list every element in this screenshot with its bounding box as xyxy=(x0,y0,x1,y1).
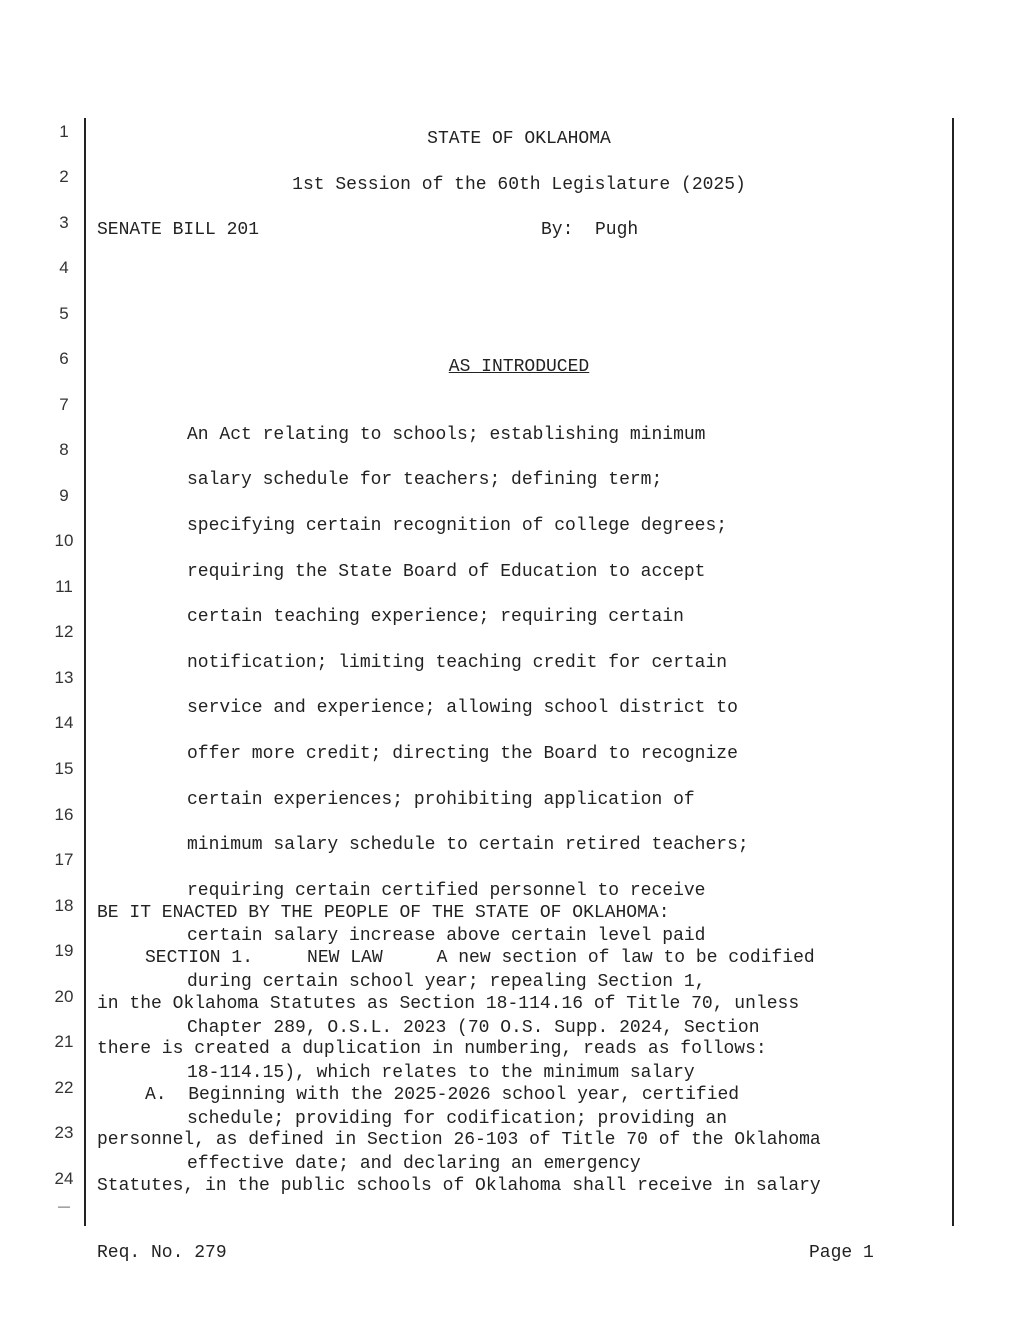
line-number: 22 xyxy=(54,1078,74,1097)
status-heading xyxy=(86,357,952,377)
body-line: there is created a duplication in numbering, reads as follows: xyxy=(97,1039,767,1059)
line-number: 12 xyxy=(54,622,74,641)
line-number: 10 xyxy=(54,531,74,550)
line-number-fragment: — xyxy=(58,1199,70,1213)
abstract-line: requiring certain certified personnel to receive xyxy=(187,880,706,901)
session-heading: 1st Session of the 60th Legislature (2025) xyxy=(292,175,746,195)
abstract-line: minimum salary schedule to certain retired teachers; xyxy=(187,835,749,856)
abstract-line: service and experience; allowing school district to xyxy=(187,698,738,719)
line-number: 24 xyxy=(54,1169,74,1188)
status-label: AS INTRODUCED xyxy=(448,357,590,377)
page-number: Page 1 xyxy=(809,1243,874,1263)
abstract-line: 18-114.15), which relates to the minimum salary xyxy=(187,1063,695,1084)
line-number: 23 xyxy=(54,1123,74,1142)
enacting-clause: BE IT ENACTED BY THE PEOPLE OF THE STATE OF OKLAHOMA: xyxy=(97,903,670,923)
line-number: 15 xyxy=(54,759,74,778)
abstract-line: specifying certain recognition of college degrees; xyxy=(187,515,728,536)
abstract-line: certain salary increase above certain level paid xyxy=(187,926,706,947)
abstract-line: salary schedule for teachers; defining term; xyxy=(187,470,663,491)
line-number: 16 xyxy=(54,805,74,824)
line-number: 1 xyxy=(59,122,69,141)
line-number: 13 xyxy=(54,668,74,687)
right-margin-rule xyxy=(952,118,954,1226)
body-line: personnel, as defined in Section 26-103 of Title 70 of the Oklahoma xyxy=(97,1130,821,1150)
abstract-line: An Act relating to schools; establishing minimum xyxy=(187,424,706,445)
abstract-line: notification; limiting teaching credit for certain xyxy=(187,652,728,673)
line-number: 17 xyxy=(54,850,74,869)
request-number: Req. No. 279 xyxy=(97,1243,227,1263)
line-number: 14 xyxy=(54,713,74,732)
body-line: A. Beginning with the 2025-2026 school year, certified xyxy=(145,1085,740,1105)
line-number: 21 xyxy=(54,1032,74,1051)
line-number: 6 xyxy=(59,349,69,368)
body-line: in the Oklahoma Statutes as Section 18-114.16 of Title 70, unless xyxy=(97,994,800,1014)
line-number: 2 xyxy=(59,167,69,186)
line-number: 5 xyxy=(59,304,69,323)
abstract-line: certain teaching experience; requiring certain xyxy=(187,607,684,628)
left-margin-rule xyxy=(84,118,86,1226)
abstract-line: requiring the State Board of Education to accept xyxy=(187,561,706,582)
line-number: 3 xyxy=(59,213,69,232)
state-heading: STATE OF OKLAHOMA xyxy=(427,129,611,149)
abstract-line: effective date; and declaring an emergency xyxy=(187,1154,641,1175)
abstract-line: during certain school year; repealing Section 1, xyxy=(187,971,706,992)
line-number: 11 xyxy=(55,577,73,596)
abstract-line: Chapter 289, O.S.L. 2023 (70 O.S. Supp. 2024, Section xyxy=(187,1017,760,1038)
abstract-line: certain experiences; prohibiting application of xyxy=(187,789,695,810)
line-number: 20 xyxy=(54,987,74,1006)
line-number: 7 xyxy=(59,395,69,414)
line-number: 4 xyxy=(59,258,69,277)
abstract-line: offer more credit; directing the Board to recognize xyxy=(187,743,738,764)
line-number: 19 xyxy=(54,941,74,960)
act-abstract xyxy=(187,401,867,1199)
body-line: Statutes, in the public schools of Oklahoma shall receive in salary xyxy=(97,1176,821,1196)
section-heading-line: SECTION 1. NEW LAW A new section of law to be codified xyxy=(145,948,815,968)
abstract-line: schedule; providing for codification; providing an xyxy=(187,1108,728,1129)
line-number: 18 xyxy=(54,896,74,915)
line-number: 8 xyxy=(59,440,69,459)
line-number: 9 xyxy=(59,486,69,505)
bill-author: By: Pugh xyxy=(541,220,639,240)
bill-number: SENATE BILL 201 xyxy=(97,220,260,240)
